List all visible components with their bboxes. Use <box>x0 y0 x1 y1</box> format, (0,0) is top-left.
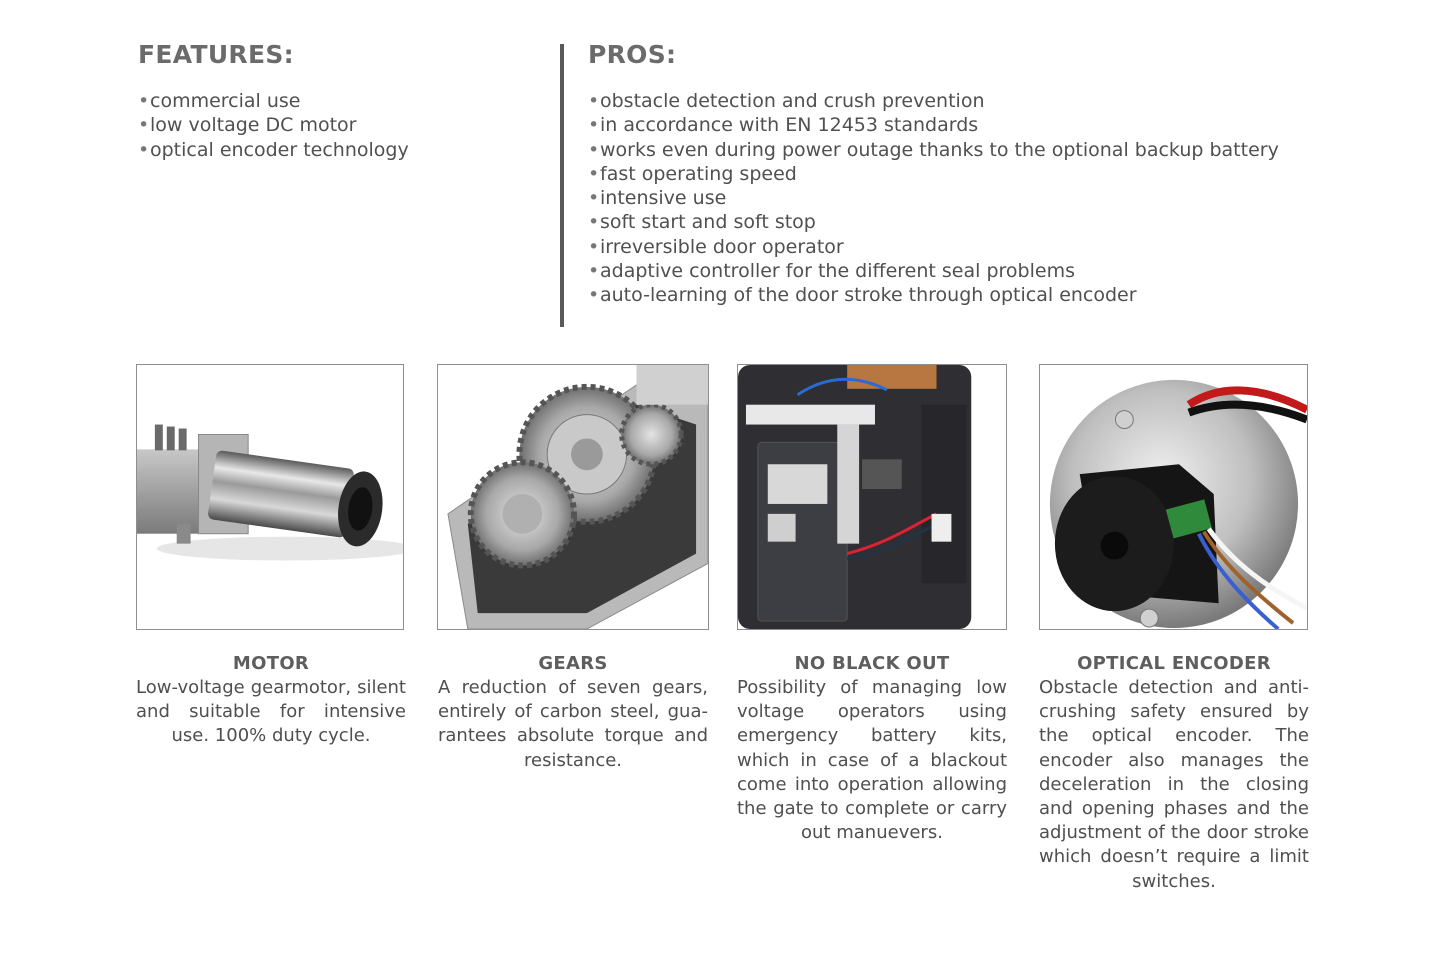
no-black-out-card <box>737 652 1007 845</box>
list-item: •works even during power outage thanks to the optional backup battery <box>588 138 1279 161</box>
gears-illustration <box>438 365 708 629</box>
bullet: • <box>588 90 600 112</box>
gears-description: A reduction of seven gears, entirely of carbon steel, guarantees absolute torque and resistance. <box>438 677 708 771</box>
bullet: • <box>588 162 600 185</box>
pros-list <box>588 89 1348 308</box>
pros-heading: PROS: <box>588 40 677 69</box>
bullet: • <box>588 211 600 234</box>
list-item: •obstacle detection and crush prevention <box>588 90 985 112</box>
bullet: • <box>588 284 600 307</box>
pros-section <box>588 40 1348 308</box>
no-black-out-title: NO BLACK OUT <box>794 653 950 674</box>
features-list <box>138 89 538 162</box>
bullet: • <box>588 187 600 210</box>
motor-title: MOTOR <box>232 653 310 674</box>
optical-encoder-description: Obstacle detection and anti-crushing safety ensured by the optical encoder. The encoder also manages the deceleration in the closing and opening phases and the adjustment of the door stroke which doesn’t require a limit switches. <box>1039 677 1309 892</box>
motor-image <box>136 364 404 630</box>
vertical-divider <box>560 44 564 327</box>
bullet: • <box>138 90 150 112</box>
motor-description: Low-voltage gearmotor, silent and suitable for intensive use. 100% duty cycle. <box>136 677 406 747</box>
list-item: •optical encoder technology <box>138 138 409 161</box>
control-board-image <box>737 364 1007 630</box>
list-item: •commercial use <box>138 90 301 112</box>
list-item: •auto-learning of the door stroke through optical encoder <box>588 284 1137 307</box>
list-item: •fast operating speed <box>588 162 797 185</box>
optical-encoder-image <box>1039 364 1308 630</box>
motor-illustration <box>137 365 403 629</box>
bullet: • <box>588 260 600 283</box>
bullet: • <box>138 114 150 137</box>
no-black-out-description: Possibility of managing low voltage operators using emergency battery kits, which in case of a blackout come into operation allowing the gate to complete or carry out manuevers. <box>737 677 1007 844</box>
bullet: • <box>138 138 150 161</box>
features-section <box>138 40 538 162</box>
features-heading: FEATURES: <box>138 40 294 69</box>
optical-encoder-illustration <box>1040 365 1307 629</box>
bullet: • <box>588 138 600 161</box>
list-item: •in accordance with EN 12453 standards <box>588 114 979 137</box>
gears-card <box>438 652 708 773</box>
list-item: •intensive use <box>588 187 727 210</box>
list-item: •irreversible door operator <box>588 235 844 258</box>
motor-card <box>136 652 406 749</box>
list-item: •low voltage DC motor <box>138 114 357 137</box>
list-item: •adaptive controller for the different seal problems <box>588 260 1075 283</box>
gears-title: GEARS <box>538 653 608 674</box>
gears-image <box>437 364 709 630</box>
list-item: •soft start and soft stop <box>588 211 816 234</box>
optical-encoder-title: OPTICAL ENCODER <box>1077 653 1271 674</box>
bullet: • <box>588 235 600 258</box>
bullet: • <box>588 114 600 137</box>
control-board-illustration <box>738 365 1006 629</box>
optical-encoder-card <box>1039 652 1309 894</box>
